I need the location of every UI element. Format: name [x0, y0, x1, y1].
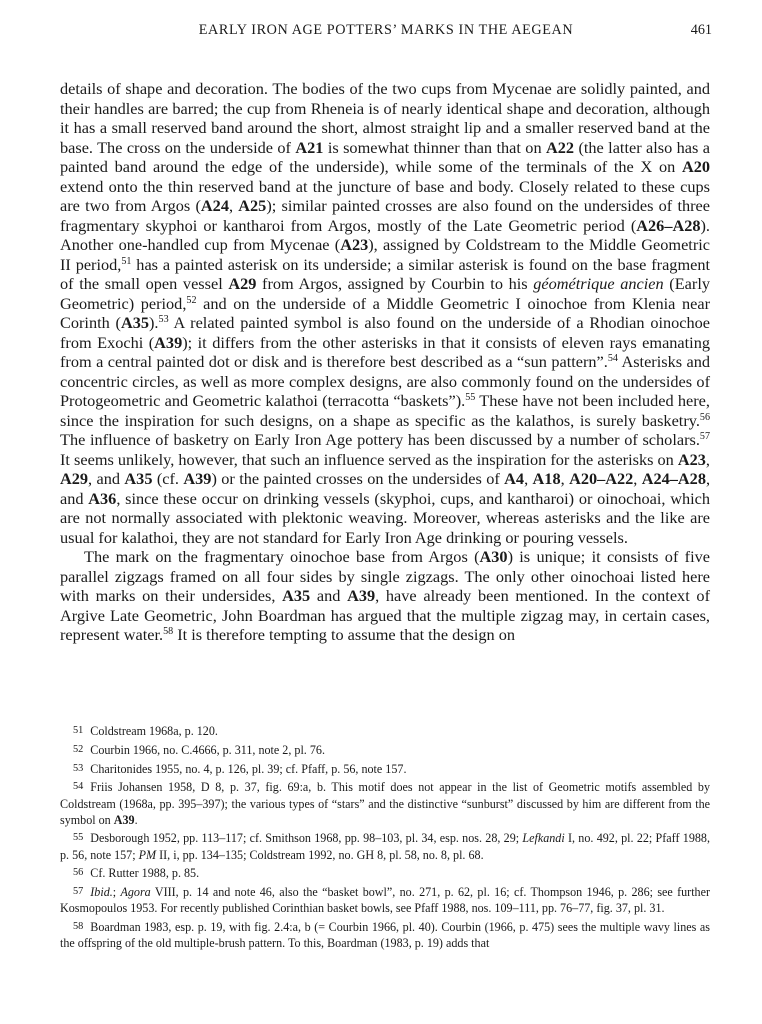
- catalog-ref: A21: [295, 137, 324, 157]
- catalog-ref: A39: [183, 469, 212, 488]
- text-run: It seems unlikely, however, that such an influence served as the inspiration for the asterisks on: [60, 449, 678, 469]
- footnote: [60, 919, 710, 951]
- text-run: The influence of basketry on Early Iron Age pottery has been discussed by a number of scholars.: [60, 430, 700, 449]
- italic-text: Lefkandi: [522, 831, 565, 846]
- footnote: [60, 723, 710, 739]
- italic-text: PM: [138, 847, 157, 862]
- catalog-ref: A35: [282, 586, 311, 605]
- text-run: ), assigned by Coldstream to the Middle Geometric II period,: [60, 235, 710, 274]
- catalog-ref: A35: [124, 469, 153, 488]
- italic-text: Ibid.: [90, 885, 113, 900]
- text-run: ,: [633, 469, 642, 488]
- footnote-ref: 52: [186, 294, 197, 306]
- catalog-ref: A20–A22: [569, 469, 634, 488]
- catalog-ref: A18: [532, 469, 561, 488]
- text-run: and: [310, 586, 348, 605]
- text-run: These have not been included here, since the inspiration for such designs, on a shape as specific as the kalathos, is surely basketry.: [60, 391, 710, 430]
- body-paragraph: [60, 547, 710, 645]
- catalog-ref: A24–A28: [641, 469, 706, 488]
- text-run: VIII, p. 14 and note 46, also the “basket bowl”, no. 271, p. 62, pl. 16; cf. Thompson 1946, p. 286; see further Kosmopoulos 1953. For recently published Corinthian basket bowls, see Pfaff 1988, nos. 109–111, pp. 76–77, fig. 37, pl. 31.: [60, 885, 710, 916]
- page-number: 461: [690, 22, 712, 38]
- footnote-number: 51: [73, 725, 84, 736]
- footnote: [60, 742, 710, 758]
- text-run: has a painted asterisk on its underside; a similar asterisk is found on the base fragment of the small open vessel: [60, 254, 710, 293]
- catalog-ref: A30: [479, 547, 508, 566]
- text-run: Desborough 1952, pp. 113–117; cf. Smithson 1968, pp. 98–103, pl. 34, esp. nos. 28, 29;: [90, 831, 523, 846]
- catalog-ref: A26–A28: [636, 215, 701, 235]
- footnote: [60, 779, 710, 828]
- catalog-ref: A23: [340, 235, 369, 254]
- text-run: (the latter also has a painted band around the edge of the underside), while some of the terminals of the X on: [60, 137, 710, 176]
- text-run: is somewhat thinner than that on: [323, 137, 546, 157]
- footnote-ref: 56: [699, 411, 710, 423]
- text-run: , and: [88, 469, 125, 488]
- footnote: [60, 830, 710, 862]
- catalog-ref: A22: [546, 137, 575, 157]
- text-run: ,: [705, 449, 710, 469]
- running-head: EARLY IRON AGE POTTERS’ MARKS IN THE AEGEAN: [198, 22, 574, 38]
- text-run: , have already been mentioned. In the context of Argive Late Geometric, John Boardman has argued that the multiple zigzag may, in certain cases, represent water.: [60, 586, 710, 644]
- footnote-ref: 55: [465, 391, 476, 403]
- text-run: Friis Johansen 1958, D 8, p. 37, fig. 69:a, b. This motif does not appear in the list of Geometric motifs assembled by Coldstream (1968a, pp. 395–397); the various types of “stars” and the distinctive “sunburst” discussed by him are different from the symbol on: [60, 780, 710, 827]
- text-run: ); similar painted crosses are also found on the undersides of three fragmentary skyphoi or kantharoi from Argos, mostly of the Late Geometric period (: [60, 196, 711, 235]
- footnote-number: 58: [73, 921, 84, 933]
- catalog-ref: A20: [681, 157, 710, 176]
- text-run: .: [134, 812, 138, 827]
- text-run: from Argos, assigned by Courbin to his: [256, 274, 534, 293]
- text-run: ). Another one-handled cup from Mycenae (: [60, 215, 710, 254]
- catalog-ref: A36: [88, 488, 117, 508]
- text-run: Cf. Rutter 1988, p. 85.: [90, 866, 200, 881]
- italic-text: Agora: [120, 885, 151, 900]
- catalog-ref: A29: [228, 274, 257, 293]
- footnote-number: 55: [73, 832, 84, 844]
- footnote-ref: 57: [699, 430, 710, 442]
- footnote: [60, 884, 710, 916]
- text-run: (cf.: [152, 469, 184, 488]
- text-run: Boardman 1983, esp. p. 19, with fig. 2.4:a, b (= Courbin 1966, pl. 40). Courbin (1966, p. 475) sees the multiple wavy lines as the offspring of the old multiple-brush pattern. To this, Boardman (1983, p. 19) adds that: [60, 920, 710, 951]
- text-run: Courbin 1966, no. C.4666, p. 311, note 2, pl. 76.: [90, 742, 325, 757]
- text-run: ) is unique; it consists of five parallel zigzags framed on all four sides by single zigzags. The only other oinochoai listed here with marks on their undersides,: [60, 547, 710, 605]
- text-run: ) or the painted crosses on the undersides of: [211, 469, 505, 488]
- text-run: and on the underside of a Middle Geometric I oinochoe from Klenia near Corinth (: [60, 293, 710, 332]
- body-paragraph: [60, 79, 710, 547]
- catalog-ref: A39: [347, 586, 376, 605]
- italic-text: géométrique ancien: [533, 274, 664, 293]
- footnote: [60, 761, 710, 777]
- footnote-ref: 51: [121, 255, 132, 267]
- footnote-number: 52: [73, 743, 84, 755]
- catalog-ref: A39: [113, 812, 135, 827]
- text-run: ,: [560, 469, 570, 488]
- text-run: Charitonides 1955, no. 4, p. 126, pl. 39; cf. Pfaff, p. 56, note 157.: [90, 761, 407, 776]
- footnote-number: 57: [73, 886, 84, 898]
- text-run: Coldstream 1968a, p. 120.: [90, 724, 218, 739]
- text-run: I, no. 492, pl. 22; Pfaff 1988, p. 56, note 157;: [60, 831, 710, 862]
- text-run: A related painted symbol is also found on the underside of a Rhodian oinochoe from Exochi (: [60, 313, 710, 352]
- catalog-ref: A29: [60, 469, 89, 488]
- text-run: details of shape and decoration. The bodies of the two cups from Mycenae are solidly painted, and their handles are barred; the cup from Rheneia is of nearly identical shape and decoration, although it has a small reserved band around the short, almost straight lip and a smaller reserved band at the base. The cross on the underside of: [60, 79, 710, 157]
- text-run: The mark on the fragmentary oinochoe base from Argos (: [84, 547, 480, 566]
- footnote: [60, 865, 710, 881]
- catalog-ref: A4: [504, 469, 525, 488]
- text-run: ); it differs from the other asterisks in that it consists of eleven rays emanating from a central painted dot or disk and is therefore best described as a “sun pattern”.: [60, 332, 710, 371]
- catalog-ref: A39: [154, 332, 183, 352]
- footnote-ref: 53: [158, 313, 169, 325]
- catalog-ref: A24: [200, 196, 229, 215]
- footnote-ref: 58: [163, 625, 174, 637]
- footnote-number: 56: [73, 867, 84, 879]
- page-header: [60, 22, 712, 44]
- text-run: ,: [228, 196, 239, 215]
- footnote-number: 54: [73, 781, 84, 793]
- text-run: ,: [524, 469, 533, 488]
- text-run: Asterisks and concentric circles, as well as more complex designs, are also commonly found on the undersides of Protogeometric and Geometric kalathoi (terracotta “baskets”).: [60, 352, 710, 410]
- footnotes: [60, 723, 710, 954]
- catalog-ref: A25: [238, 196, 267, 215]
- text-run: ;: [112, 885, 121, 900]
- text-run: extend onto the thin reserved band at the juncture of base and body. Closely related to these cups are two from Argos (: [60, 176, 710, 215]
- footnote-number: 53: [73, 762, 84, 774]
- text-run: (Early Geometric) period,: [60, 274, 710, 313]
- text-run: , and: [60, 469, 711, 508]
- text-run: It is therefore tempting to assume that the design on: [173, 625, 515, 644]
- body-text: [60, 79, 710, 645]
- text-run: , since these occur on drinking vessels (skyphoi, cups, and kantharoi) or oinochoai, which are not normally associated with plektonic weaving. Moreover, whereas asterisks and the like are usual for kalathoi, they are not standard for Early Iron Age drinking or pouring vessels.: [60, 488, 710, 547]
- catalog-ref: A23: [677, 449, 706, 469]
- text-run: ).: [149, 313, 159, 332]
- text-run: II, i, pp. 134–135; Coldstream 1992, no. GH 8, pl. 58, no. 8, pl. 68.: [156, 847, 484, 862]
- catalog-ref: A35: [120, 313, 150, 332]
- footnote-ref: 54: [607, 352, 618, 364]
